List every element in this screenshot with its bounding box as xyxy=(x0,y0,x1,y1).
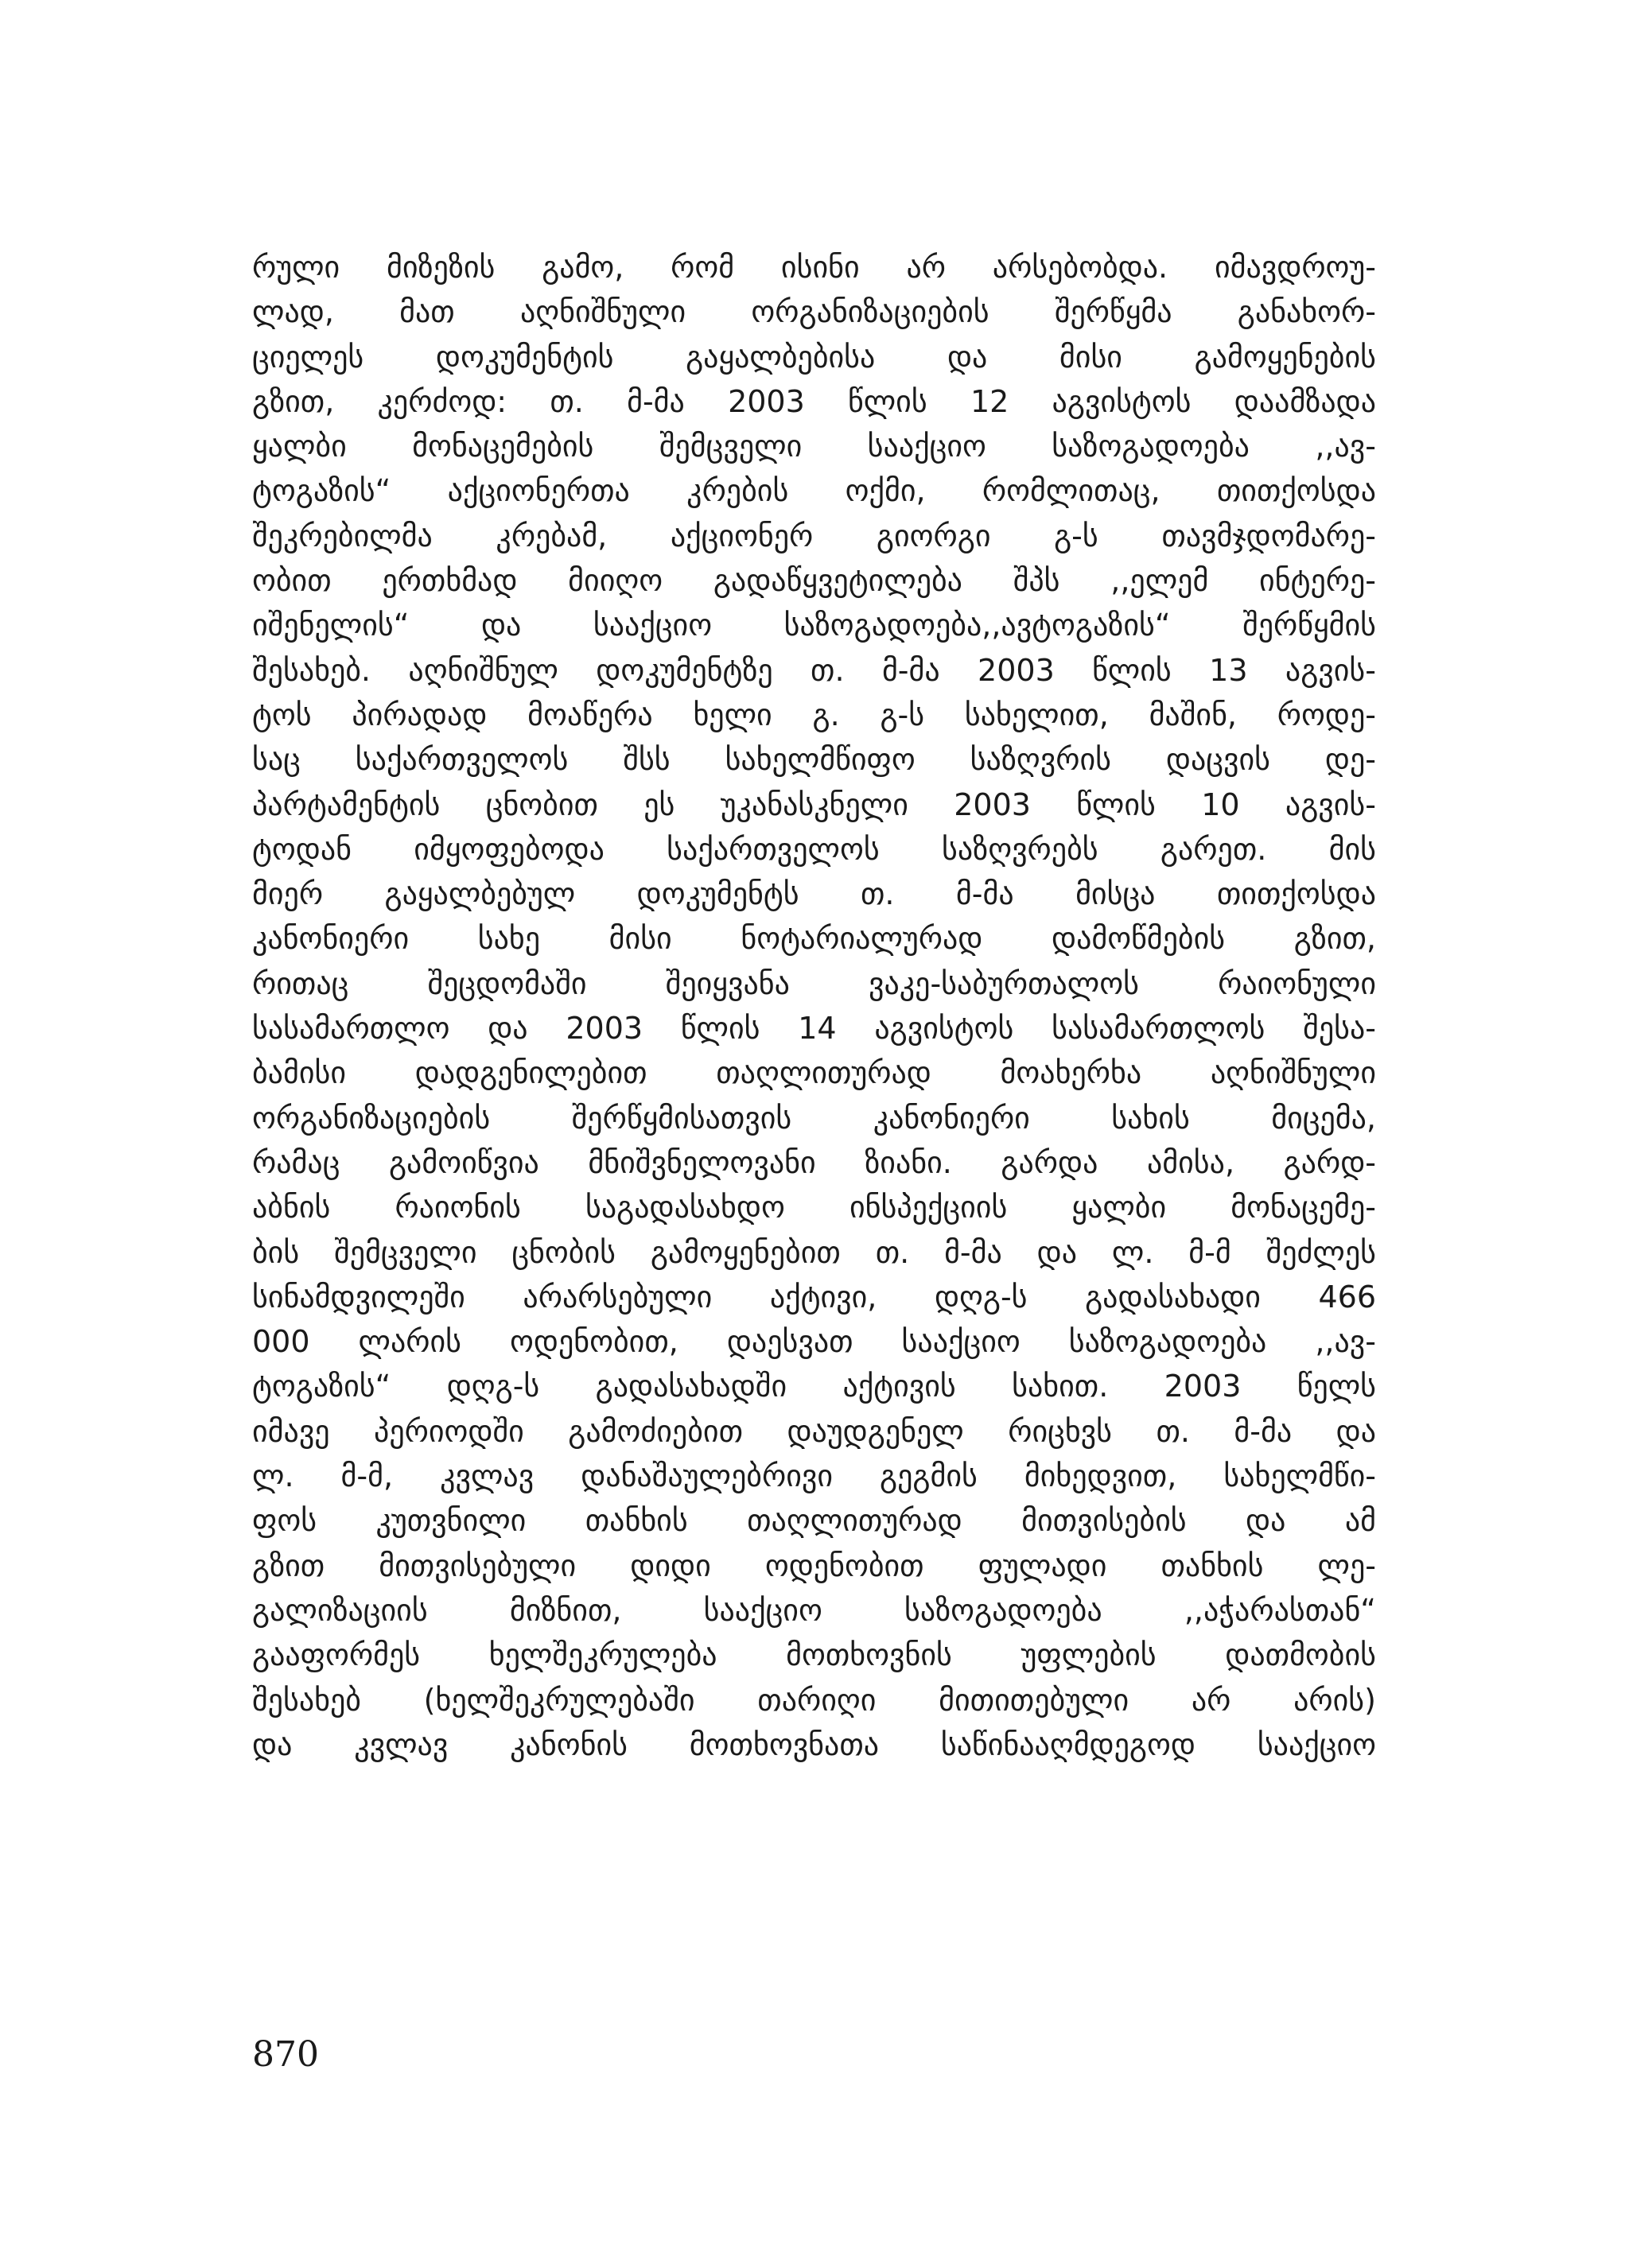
text-line: ყალბი მონაცემების შემცველი სააქციო საზოგადოება ,,ავ- xyxy=(252,429,1376,464)
text-line: ლ. მ-მ, კვლავ დანაშაულებრივი გეგმის მიხედვით, სახელმწი- xyxy=(252,1458,1376,1494)
text-line: ობით ერთხმად მიიღო გადაწყვეტილება შპს ,,ელემ ინტერე- xyxy=(252,563,1376,599)
text-line: ფოს კუთვნილი თანხის თაღლითურად მითვისების და ამ xyxy=(252,1503,1376,1539)
text-line: იშენელის“ და სააქციო საზოგადოება,,ავტოგაზის“ შერწყმის xyxy=(252,608,1376,643)
text-line: აბნის რაიონის საგადასახდო ინსპექციის ყალბი მონაცემე- xyxy=(252,1190,1376,1225)
text-line: 000 ლარის ოდენობით, დაესვათ სააქციო საზოგადოება ,,ავ- xyxy=(252,1324,1376,1360)
text-line: პარტამენტის ცნობით ეს უკანასკნელი 2003 წლის 10 აგვის- xyxy=(252,786,1376,822)
text-line: საც საქართველოს შსს სახელმწიფო საზღვრის დაცვის დე- xyxy=(252,742,1376,778)
text-line: შესახებ (ხელშეკრულებაში თარიღი მითითებული არ არის) xyxy=(252,1682,1376,1718)
text-line: გზით, კერძოდ: თ. მ-მა 2003 წლის 12 აგვისტოს დაამზადა xyxy=(252,383,1376,419)
text-line: გააფორმეს ხელშეკრულება მოთხოვნის უფლების დათმობის xyxy=(252,1637,1376,1673)
text-line: გალიზაციის მიზნით, სააქციო საზოგადოება ,,აჭარასთან“ xyxy=(252,1592,1376,1628)
text-line: სასამართლო და 2003 წლის 14 აგვისტოს სასამართლოს შესა- xyxy=(252,1011,1376,1047)
text-line: ციელეს დოკუმენტის გაყალბებისა და მისი გამოყენების xyxy=(252,339,1376,375)
text-line: ბის შემცველი ცნობის გამოყენებით თ. მ-მა და ლ. მ-მ შეძლეს xyxy=(252,1234,1376,1270)
text-line: და კვლავ კანონის მოთხოვნათა საწინააღმდეგოდ სააქციო xyxy=(252,1726,1376,1762)
text-line: შესახებ. აღნიშნულ დოკუმენტზე თ. მ-მა 2003 წლის 13 აგვის- xyxy=(252,652,1376,688)
text-line: კანონიერი სახე მისი ნოტარიალურად დამოწმების გზით, xyxy=(252,921,1376,957)
body-text xyxy=(252,245,1376,1767)
page-number: 870 xyxy=(252,2034,319,2075)
text-line: ორგანიზაციების შერწყმისათვის კანონიერი სახის მიცემა, xyxy=(252,1100,1376,1136)
text-line: ტოდან იმყოფებოდა საქართველოს საზღვრებს გარეთ. მის xyxy=(252,831,1376,867)
text-line: ტოგაზის“ აქციონერთა კრების ოქმი, რომლითაც, თითქოსდა xyxy=(252,473,1376,509)
text-line: ბამისი დადგენილებით თაღლითურად მოახერხა აღნიშნული xyxy=(252,1055,1376,1091)
text-line: გზით მითვისებული დიდი ოდენობით ფულადი თანხის ლე- xyxy=(252,1548,1376,1583)
text-line: სინამდვილეში არარსებული აქტივი, დღგ-ს გადასახადი 466 xyxy=(252,1279,1376,1315)
text-line: ლად, მათ აღნიშნული ორგანიზაციების შერწყმა განახორ- xyxy=(252,294,1376,330)
text-line: რული მიზეზის გამო, რომ ისინი არ არსებობდა. იმავდროუ- xyxy=(252,250,1376,285)
text-line: ტოს პირადად მოაწერა ხელი გ. გ-ს სახელით, მაშინ, როდე- xyxy=(252,697,1376,732)
text-line: იმავე პერიოდში გამოძიებით დაუდგენელ რიცხვს თ. მ-მა და xyxy=(252,1413,1376,1449)
text-line: რამაც გამოიწვია მნიშვნელოვანი ზიანი. გარდა ამისა, გარდ- xyxy=(252,1144,1376,1180)
text-line: რითაც შეცდომაში შეიყვანა ვაკე-საბურთალოს რაიონული xyxy=(252,965,1376,1001)
text-line: შეკრებილმა კრებამ, აქციონერ გიორგი გ-ს თავმჯდომარე- xyxy=(252,518,1376,553)
text-line: ტოგაზის“ დღგ-ს გადასახადში აქტივის სახით. 2003 წელს xyxy=(252,1369,1376,1404)
text-line: მიერ გაყალბებულ დოკუმენტს თ. მ-მა მისცა თითქოსდა xyxy=(252,876,1376,912)
